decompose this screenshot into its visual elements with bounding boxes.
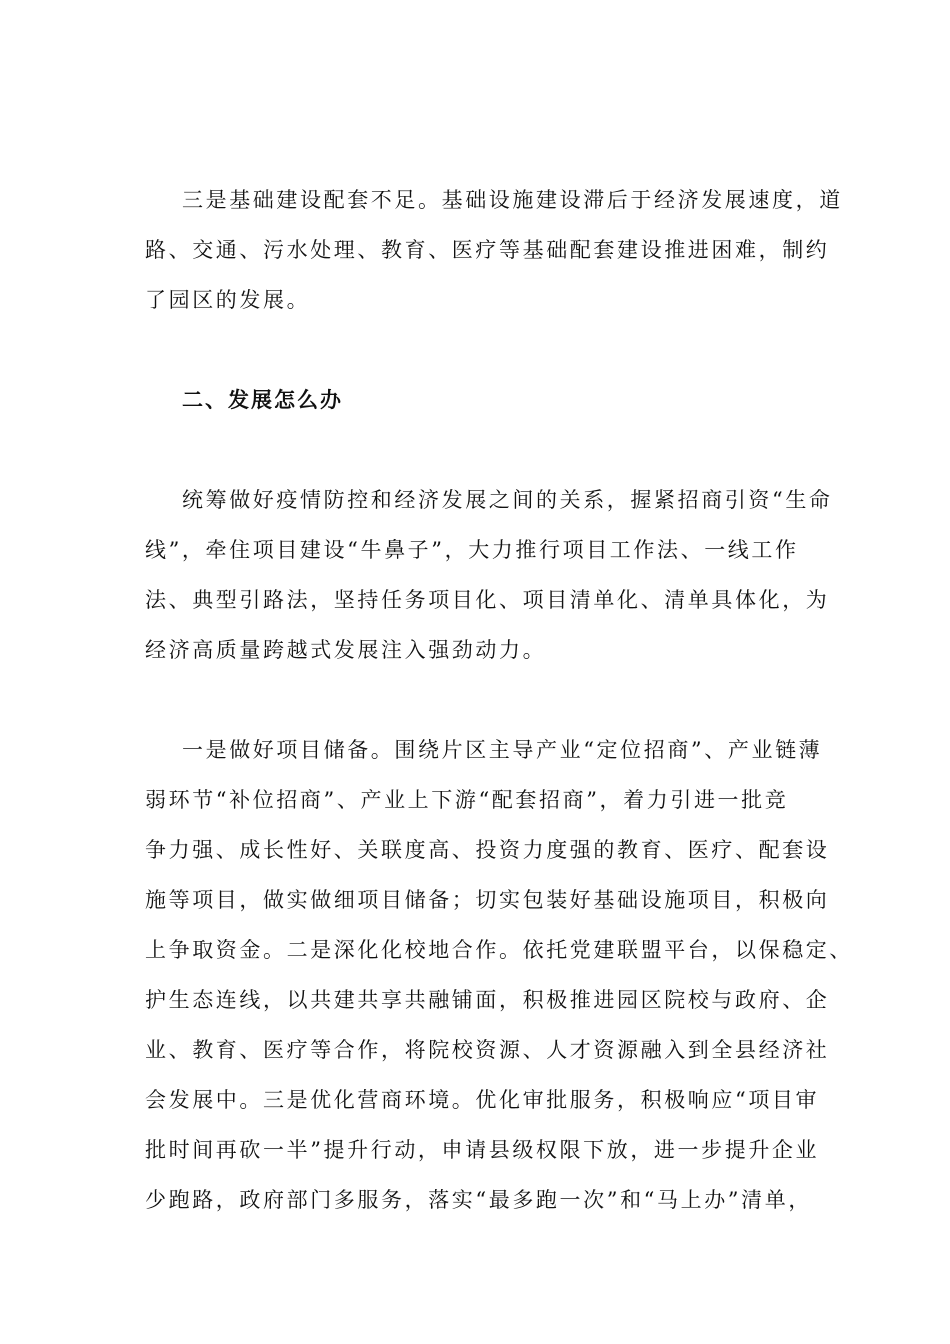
paragraph-2-line-3: 法、典型引路法，坚持任务项目化、项目清单化、清单具体化，为	[145, 588, 830, 612]
paragraph-3-line-4: 施等项目，做实做细项目储备；切实包装好基础设施项目，积极向	[145, 888, 830, 912]
paragraph-1-line-2: 路、交通、污水处理、教育、医疗等基础配套建设推进困难，制约	[145, 238, 830, 262]
paragraph-3-line-10: 少跑路，政府部门多服务，落实“最多跑一次”和“马上办”清单，	[145, 1188, 812, 1212]
paragraph-3-line-7: 业、教育、医疗等合作，将院校资源、人才资源融入到全县经济社	[145, 1038, 830, 1062]
paragraph-3-line-9: 批时间再砍一半”提升行动，申请县级权限下放，进一步提升企业	[145, 1138, 820, 1162]
section-heading-2: 二、发展怎么办	[182, 388, 343, 412]
paragraph-1-line-3: 了园区的发展。	[145, 288, 311, 312]
paragraph-3-line-6: 护生态连线，以共建共享共融铺面，积极推进园区院校与政府、企	[145, 988, 830, 1012]
paragraph-2-line-1: 统筹做好疫情防控和经济发展之间的关系，握紧招商引资“生命	[182, 488, 833, 512]
paragraph-3-line-8: 会发展中。三是优化营商环境。优化审批服务，积极响应“项目审	[145, 1088, 820, 1112]
paragraph-3-line-2: 弱环节“补位招商”、产业上下游“配套招商”，着力引进一批竞	[145, 788, 789, 812]
paragraph-2-line-4: 经济高质量跨越式发展注入强劲动力。	[145, 638, 547, 662]
paragraph-3-line-3: 争力强、成长性好、关联度高、投资力度强的教育、医疗、配套设	[145, 838, 830, 862]
paragraph-1-line-1: 三是基础建设配套不足。基础设施建设滞后于经济发展速度，道	[182, 188, 843, 212]
paragraph-3-line-1: 一是做好项目储备。围绕片区主导产业“定位招商”、产业链薄	[182, 738, 823, 762]
paragraph-2-line-2: 线”，牵住项目建设“牛鼻子”，大力推行项目工作法、一线工作	[145, 538, 799, 562]
paragraph-3-line-5: 上争取资金。二是深化化校地合作。依托党建联盟平台，以保稳定、	[145, 938, 853, 962]
